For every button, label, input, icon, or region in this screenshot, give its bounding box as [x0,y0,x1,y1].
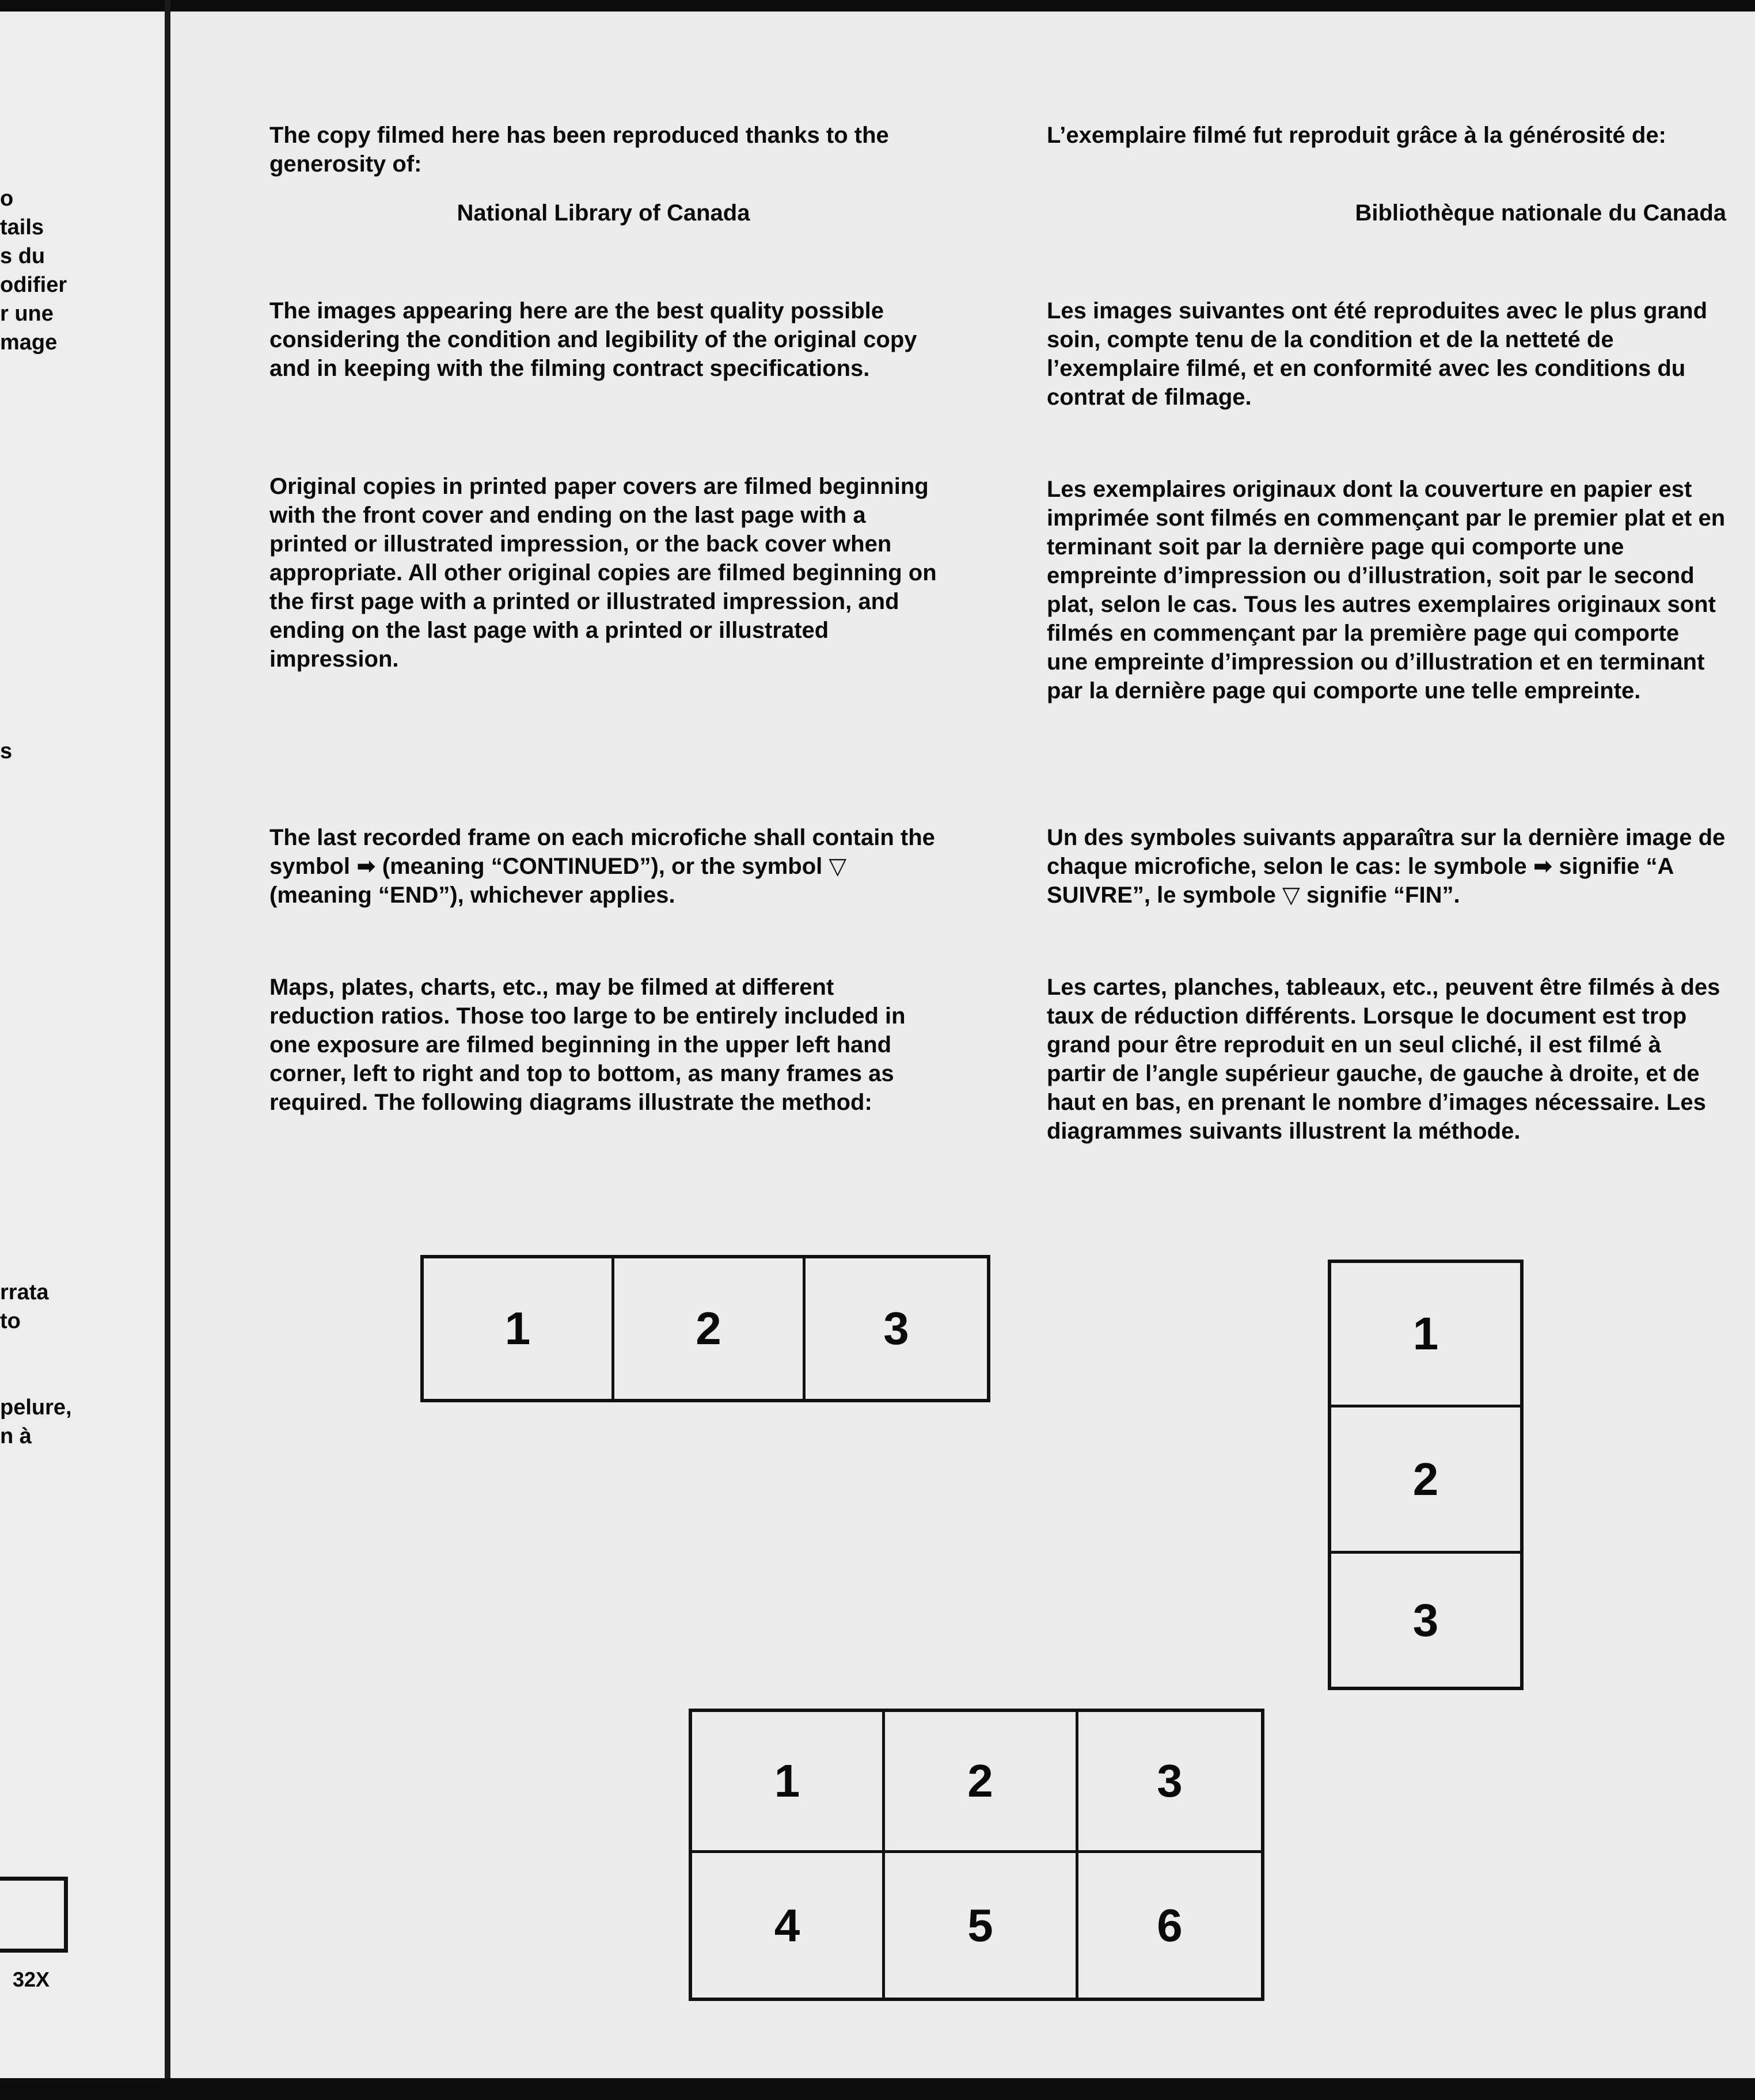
frame-cell: 2 [882,1712,1076,1850]
frame-cell: 2 [1331,1405,1520,1551]
frame-cell: 3 [803,1258,987,1399]
diagram-grid [689,1709,1264,2001]
maps-paragraph-fr: Les cartes, planches, tableaux, etc., peuvent être filmés à des taux de réduction différents. Lorsque le document est trop grand pour être reproduit en un seul cliché, il est filmé à partir de l’angle supérieur gauche, de gauche à droite, et de haut en bas, en prenant le nombre d’images nécessaire. Les diagrammes suivants illustrent la méthode. [1047,975,1720,1144]
symbols-paragraph-en: The last recorded frame on each microfiche shall contain the symbol ➡ (meaning “CONTINUED”), or the symbol ▽ (meaning “END”), whichever applies. [269,825,935,908]
frame-cell: 4 [692,1850,882,1998]
fragment-text: s [0,739,13,763]
fragment-text: mage [0,330,58,355]
frame-cell: 2 [611,1258,803,1399]
adjacent-page-fragment [0,12,165,2078]
covers-paragraph-en: Original copies in printed paper covers are filmed beginning with the front cover and ending on the last page with a printed or illustrated impression, or the back cover when appropriate. All other original copies are filmed beginning on the first page with a printed or illustrated impression, and ending on the last page with a printed or illustrated impression. [269,474,937,672]
frame-cell: 3 [1076,1712,1261,1850]
institution-fr: Bibliothèque nationale du Canada [1355,200,1726,226]
credit-intro-fr: L’exemplaire filmé fut reproduit grâce à la générosité de: [1047,123,1666,148]
covers-paragraph-fr: Les exemplaires originaux dont la couverture en papier est imprimée sont filmés en commençant par le premier plat et en terminant soit par la dernière page qui comporte une empreinte d’impression ou d’illustration, soit par le second plat, selon le cas. Tous les autres exemplaires originaux sont filmés en commençant par la première page qui comporte une empreinte d’impression ou d’illustration et en terminant par la dernière page qui comporte une telle empreinte. [1047,477,1726,703]
frame-cell: 3 [1331,1551,1520,1687]
frame-cell: 1 [1412,1308,1439,1359]
frame-cell: 5 [882,1850,1076,1998]
resolution-gauge-label: 32X [13,1968,50,1991]
fragment-text: rrata [0,1280,49,1304]
page-divider [165,0,170,2081]
fragment-text: pelure, [0,1395,72,1420]
symbols-paragraph-fr: Un des symboles suivants apparaîtra sur la dernière image de chaque microfiche, selon le cas: le symbole ➡ signifie “A SUIVRE”, le symbole ▽ signifie “FIN”. [1047,825,1726,908]
frame-cell: 1 [774,1755,800,1806]
frame-cell: 6 [1076,1850,1261,1998]
resolution-gauge-box [0,1877,68,1953]
maps-paragraph-en: Maps, plates, charts, etc., may be filmed at different reduction ratios. Those too large to be entirely included in one exposure are filmed beginning in the upper left hand corner, left to right and top to bottom, as many frames as required. The following diagrams illustrate the method: [269,975,906,1115]
diagram-vertical [1328,1260,1524,1690]
fragment-text: r une [0,302,54,326]
fragment-text: s du [0,244,45,268]
quality-paragraph-fr: Les images suivantes ont été reproduites avec le plus grand soin, compte tenu de la condition et de la netteté de l’exemplaire filmé, et en conformité avec les conditions du contrat de filmage. [1047,298,1708,410]
fragment-text: to [0,1309,21,1333]
fragment-text: tails [0,215,44,239]
filming-notice-page [170,12,1755,2078]
institution-en: National Library of Canada [457,200,750,226]
scan-border-bottom [0,2078,1755,2100]
fragment-text: odifier [0,273,67,297]
fragment-text: n à [0,1424,32,1448]
frame-cell: 1 [504,1303,531,1354]
fragment-text: o [0,187,14,211]
diagram-horizontal [420,1255,990,1402]
credit-intro-en: The copy filmed here has been reproduced thanks to the generosity of: [269,123,889,177]
quality-paragraph-en: The images appearing here are the best quality possible considering the condition and legibility of the original copy and in keeping with the filming contract specifications. [269,298,917,381]
